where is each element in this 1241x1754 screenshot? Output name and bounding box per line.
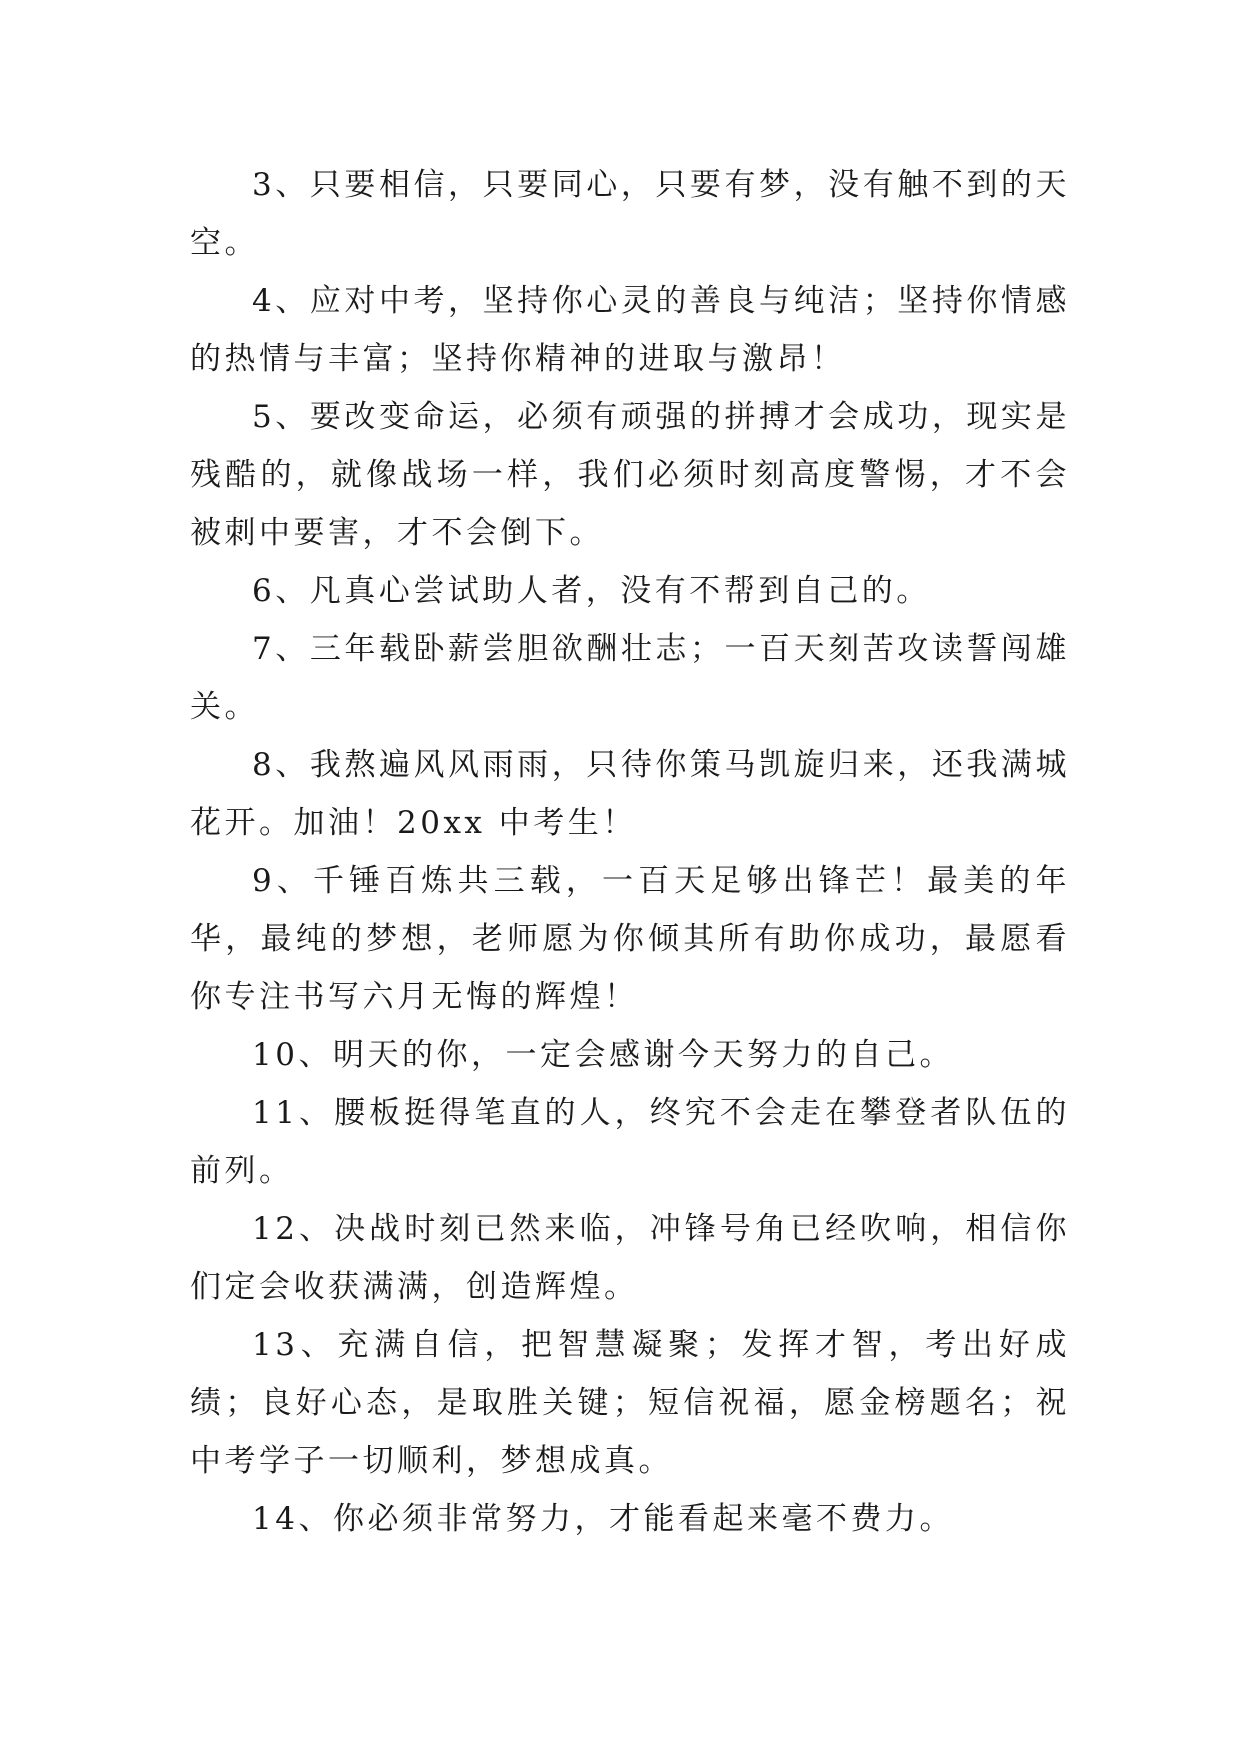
paragraph-5: 5、要改变命运，必须有顽强的拼搏才会成功，现实是残酷的，就像战场一样，我们必须时刻高度警惕，才不会被刺中要害，才不会倒下。 xyxy=(190,399,1070,551)
paragraph-3: 3、只要相信，只要同心，只要有梦，没有触不到的天空。 xyxy=(190,167,1070,261)
paragraph-12: 12、决战时刻已然来临，冲锋号角已经吹响，相信你们定会收获满满，创造辉煌。 xyxy=(190,1211,1070,1305)
paragraph-14: 14、你必须非常努力，才能看起来毫不费力。 xyxy=(252,1501,954,1537)
paragraph-7: 7、三年载卧薪尝胆欲酬壮志；一百天刻苦攻读誓闯雄关。 xyxy=(190,631,1070,725)
paragraph-11: 11、腰板挺得笔直的人，终究不会走在攀登者队伍的前列。 xyxy=(190,1095,1070,1189)
paragraph-6: 6、凡真心尝试助人者，没有不帮到自己的。 xyxy=(252,573,931,609)
paragraph-10: 10、明天的你，一定会感谢今天努力的自己。 xyxy=(252,1037,954,1073)
paragraph-8: 8、我熬遍风风雨雨，只待你策马凯旋归来，还我满城花开。加油！20xx 中考生！ xyxy=(190,747,1070,841)
paragraph-9: 9、千锤百炼共三载，一百天足够出锋芒！最美的年华，最纯的梦想，老师愿为你倾其所有助你成功，最愿看你专注书写六月无悔的辉煌！ xyxy=(190,863,1070,1015)
paragraph-13: 13、充满自信，把智慧凝聚；发挥才智，考出好成绩；良好心态，是取胜关键；短信祝福，愿金榜题名；祝中考学子一切顺利，梦想成真。 xyxy=(190,1327,1070,1479)
paragraph-4: 4、应对中考，坚持你心灵的善良与纯洁；坚持你情感的热情与丰富；坚持你精神的进取与激昂！ xyxy=(190,283,1070,377)
document-body xyxy=(190,156,1070,1548)
